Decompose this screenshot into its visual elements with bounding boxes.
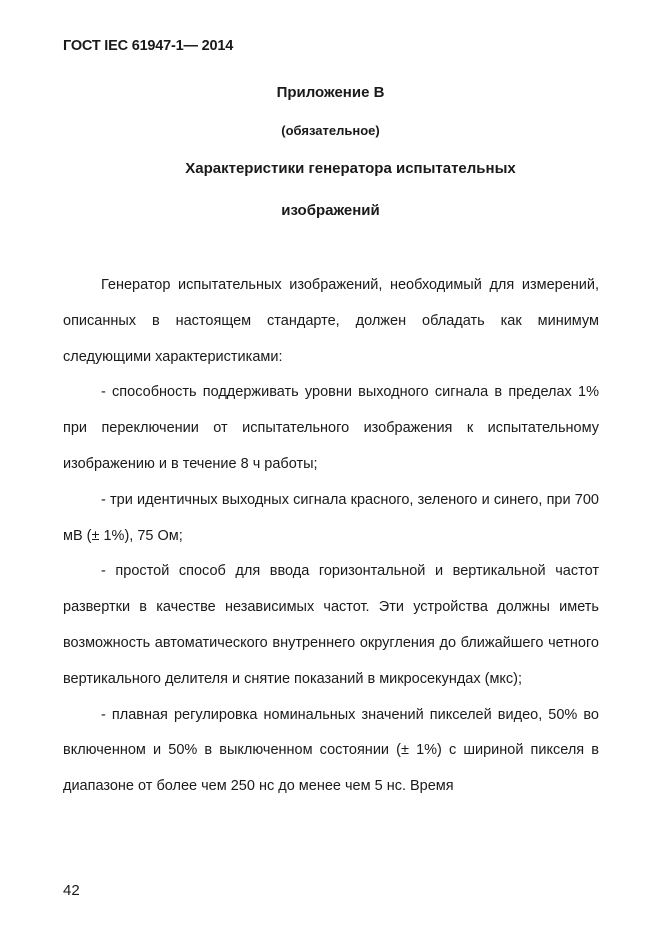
- paragraph-item-4: - плавная регулировка номинальных значений пикселей видео, 50% во включенном и 50% в выключенном состоянии (± 1%) с шириной пикселя в диапазоне от более чем 250 нс до менее чем 5 нс. Время: [63, 706, 599, 795]
- appendix-status: (обязательное): [281, 123, 380, 138]
- appendix-heading-line2: изображений: [281, 202, 380, 219]
- page-number: 42: [63, 882, 80, 899]
- standard-code: ГОСТ IEC 61947-1— 2014: [63, 38, 234, 54]
- paragraph-intro: Генератор испытательных изображений, необходимый для измерений, описанных в настоящем стандарте, должен обладать как минимум следующими характеристиками:: [63, 277, 599, 365]
- body-text: [63, 268, 599, 805]
- paragraph-item-3: - простой способ для ввода горизонтальной и вертикальной частот развертки в качестве независимых частот. Эти устройства должны иметь возможность автоматического внутреннего округления до ближайшего четного вертикального делителя и снятие показаний в микросекундах (мкс);: [63, 563, 599, 687]
- appendix-title: Приложение В: [276, 84, 385, 101]
- paragraph-item-1: - способность поддерживать уровни выходного сигнала в пределах 1% при переключении от испытательного изображения к испытательному изображению и в течение 8 ч работы;: [63, 384, 599, 472]
- paragraph-item-2: - три идентичных выходных сигнала красного, зеленого и синего, при 700 мВ (± 1%), 75 Ом;: [63, 491, 599, 544]
- appendix-heading-line1: Характеристики генератора испытательных: [185, 160, 516, 177]
